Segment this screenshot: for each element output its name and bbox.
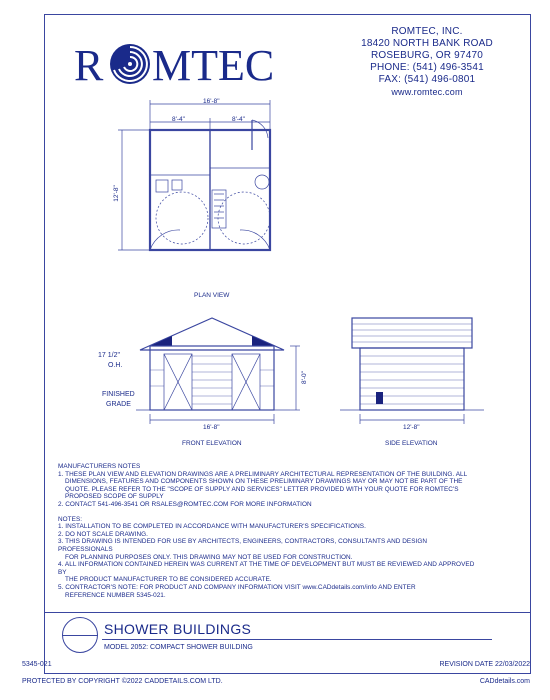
footer-reference: 5345-021 <box>22 661 52 668</box>
front-overhang-abbr: O.H. <box>108 362 123 369</box>
company-website[interactable]: www.romtec.com <box>391 87 463 97</box>
footer-copyright: PROTECTED BY COPYRIGHT ©2022 CADDETAILS.COM LTD. <box>22 678 223 685</box>
company-fax: FAX: (541) 496-0801 <box>378 74 476 85</box>
plan-dim-right: 8'-4" <box>232 116 245 123</box>
mfr-note-line: QUOTE. PLEASE REFER TO THE "SCOPE OF SUPPLY AND SERVICES" LETTER PROVIDED WITH YOUR QUOTE FOR ROMTEC'S <box>65 485 459 493</box>
note-line: 3. THIS DRAWING IS INTENDED FOR USE BY ARCHITECTS, ENGINEERS, CONTRACTORS, CONSULTANTS AND DESIGN PROFESSIONALS <box>58 538 428 553</box>
mfr-note-line: PROPOSED SCOPE OF SUPPLY <box>65 493 164 501</box>
side-elevation-caption: SIDE ELEVATION <box>385 440 438 447</box>
side-width: 12'-8" <box>403 424 420 431</box>
company-phone: PHONE: (541) 496-3541 <box>370 62 484 73</box>
front-grade-2: GRADE <box>106 401 131 408</box>
company-name: ROMTEC, INC. <box>391 26 463 37</box>
mfr-note-line: 1. THESE PLAN VIEW AND ELEVATION DRAWINGS ARE A PRELIMINARY ARCHITECTURAL REPRESENTATION OF THE BUILDING. ALL <box>58 470 468 478</box>
front-elevation <box>136 318 300 424</box>
title-block-rule <box>102 639 492 640</box>
title-block-title: SHOWER BUILDINGS <box>104 621 252 637</box>
front-overhang: 17 1/2" <box>98 352 120 359</box>
plan-view <box>118 100 270 250</box>
note-line: THE PRODUCT MANUFACTURER TO BE CONSIDERED ACCURATE. <box>65 576 272 584</box>
notes-heading: NOTES: <box>58 515 83 523</box>
front-height: 8'-0" <box>300 371 308 384</box>
logo-letters-mtec: MTEC <box>152 41 275 90</box>
mfr-note-line[interactable]: 2. CONTACT 541-496-3541 OR RSALES@ROMTEC.COM FOR MORE INFORMATION <box>58 500 312 508</box>
logo-letter-r: R <box>74 41 104 90</box>
plan-dim-depth: 12'-8" <box>112 185 120 202</box>
notes-section <box>58 463 483 599</box>
plan-view-caption: PLAN VIEW <box>194 292 230 299</box>
note-line: 4. ALL INFORMATION CONTAINED HEREIN WAS CURRENT AT THE TIME OF DEVELOPMENT BUT MUST BE REVIEWED AND APPROVED BY <box>58 561 475 576</box>
note-line: FOR PLANNING PURPOSES ONLY. THIS DRAWING MAY NOT BE USED FOR CONSTRUCTION. <box>65 553 353 561</box>
note-line: REFERENCE NUMBER 5345-021. <box>65 591 166 599</box>
title-block-model: MODEL 2052: COMPACT SHOWER BUILDING <box>104 644 253 651</box>
title-block <box>44 612 531 658</box>
plan-dim-left: 8'-4" <box>172 116 185 123</box>
company-city: ROSEBURG, OR 97470 <box>371 50 483 61</box>
note-line: 2. DO NOT SCALE DRAWING. <box>58 530 148 538</box>
company-street: 18420 NORTH BANK ROAD <box>361 38 493 49</box>
side-elevation <box>340 318 484 424</box>
plan-dim-overall: 16'-8" <box>203 98 220 105</box>
mfr-notes-heading: MANUFACTURERS NOTES <box>58 463 141 470</box>
front-width: 16'-8" <box>203 424 220 431</box>
note-line[interactable]: 5. CONTRACTOR'S NOTE: FOR PRODUCT AND COMPANY INFORMATION VISIT www.CADdetails.com/info AND ENTER <box>58 583 416 591</box>
footer-site-link[interactable]: CADdetails.com <box>479 678 530 685</box>
title-block-circle-divider <box>62 635 98 636</box>
note-line: 1. INSTALLATION TO BE COMPLETED IN ACCORDANCE WITH MANUFACTURER'S SPECIFICATIONS. <box>58 523 366 531</box>
footer-revision-date: REVISION DATE 22/03/2022 <box>439 661 530 668</box>
front-grade-1: FINISHED <box>102 391 135 398</box>
front-elevation-caption: FRONT ELEVATION <box>182 440 242 447</box>
mfr-note-line: DIMENSIONS, FEATURES AND COMPONENTS SHOWN ON THESE PRELIMINARY DRAWINGS MAY OR MAY NOT BE PART OF THE <box>65 478 463 486</box>
